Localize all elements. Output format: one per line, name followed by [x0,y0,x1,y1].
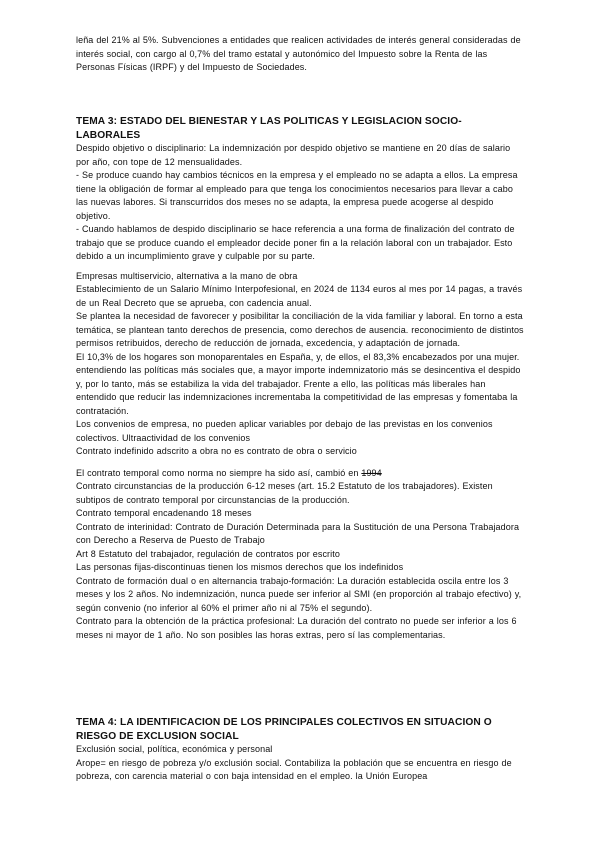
paragraph: Arope= en riesgo de pobreza y/o exclusión social. Contabiliza la población que se encuentra en riesgo de pobreza, con carencia material o con baja intensidad en el empleo. la Unión Europea [76,757,512,781]
paragraph: Contrato circunstancias de la producción 6-12 meses (art. 15.2 Estatuto de los trabajadores). Existen subtipos de contrato temporal por circunstancias de la producción. [76,481,493,505]
spacer [76,459,526,467]
section-heading: TEMA 3: ESTADO DEL BIENESTAR Y LAS POLITICAS Y LEGISLACION SOCIO-LABORALES [76,116,462,141]
paragraph: Contrato de formación dual o en alternancia trabajo-formación: La duración establecida oscila entre los 3 meses y los 2 años. No indemnización, nunca puede ser inferior al SMI (en proporción al trabajo efectivo) y, según convenio (no inferior al 60% el primer año ni al 75% el segundo). [76,575,522,613]
section-heading: TEMA 4: LA IDENTIFICACION DE LOS PRINCIPALES COLECTIVOS EN SITUACION O RIESGO DE EXCLUSION SOCIAL [76,717,492,742]
paragraph: Los convenios de empresa, no pueden aplicar variables por debajo de las previstas en los convenios colectivos. Ultraactividad de los convenios [76,419,493,443]
struck-year: 1994 [361,467,382,478]
paragraph: Contrato indefinido adscrito a obra no es contrato de obra o servicio [76,446,357,456]
paragraph: Empresas multiservicio, alternativa a la mano de obra [76,270,298,281]
paragraph: leña del 21% al 5%. Subvenciones a entidades que realicen actividades de interés general consideradas de interés social, con cargo al 0,7% del tramo estatal y autonómico del Impuesto sobre la Renta de las Personas Físicas (IRPF) y del Impuesto de Sociedades. [76,35,521,72]
paragraph: Se plantea la necesidad de favorecer y posibilitar la conciliación de la vida familiar y laboral. En torno a esta temática, se plantean tanto derechos de presencia, como derechos de ausencia. reconocimiento de distintos permisos retribuidos, derecho de reducción de jornada, excedencia, y adaptación de jornada. [76,311,524,348]
paragraph: - Se produce cuando hay cambios técnicos en la empresa y el empleado no se adapta a ellos. La empresa tiene la obligación de formar al empleado para que tenga los conocimientos necesarios para llevar a cabo las nuevas labores. Si transcurridos dos meses no se adapta, la empresa puede acogerse al despido objetivo. [76,170,518,221]
paragraph: Contrato para la obtención de la práctica profesional: La duración del contrato no puede ser inferior a los 6 meses ni mayor de 1 año. No son posibles las horas extras, pero sí las complementarias. [76,616,517,640]
paragraph: Exclusión social, política, económica y personal [76,744,273,754]
paragraph: Art 8 Estatuto del trabajador, regulación de contratos por escrito [76,548,340,559]
paragraph: - Cuando hablamos de despido disciplinario se hace referencia a una forma de finalización del contrato de trabajo que se produce cuando el empleador decide poner fin a la relación laboral con un trabajador. Esto debido a un incumplimiento grave y culpable por su parte. [76,224,515,261]
paragraph [76,467,526,481]
section-tema-4 [76,716,526,784]
paragraph: entendiendo las políticas más sociales que, a mayor importe indemnizatorio más se desincentiva el despido y, por lo tanto, más se estabiliza la vida del trabajador. Frente a ello, las políticas más liberales han entendido que reducir las indemnizaciones incrementaba la competitividad de las empresas y fomentaba la contratación. [76,365,521,416]
paragraph: El 10,3% de los hogares son monoparentales en España, y, de ellos, el 83,3% encabezados por una mujer. [76,351,520,362]
paragraph: Establecimiento de un Salario Mínimo Interpofesional, en 2024 de 1134 euros al mes por 14 pagas, a través de un Real Decreto que se aprueba, con cadencia anual. [76,284,523,308]
paragraph: Despido objetivo o disciplinario: La indemnización por despido objetivo se mantiene en 20 días de salario por año, con tope de 12 mensualidades. [76,143,511,167]
paragraph-text: El contrato temporal como norma no siempre ha sido así, cambió en [76,467,362,478]
section-tema-3 [76,115,526,642]
paragraph: Las personas fijas-discontinuas tienen los mismos derechos que los indefinidos [76,562,404,572]
paragraph: Contrato temporal encadenando 18 meses [76,508,252,518]
intro-block [76,34,526,75]
paragraph: Contrato de interinidad: Contrato de Duración Determinada para la Sustitución de una Persona Trabajadora con Derecho a Reserva de Puesto de Trabajo [76,521,520,545]
